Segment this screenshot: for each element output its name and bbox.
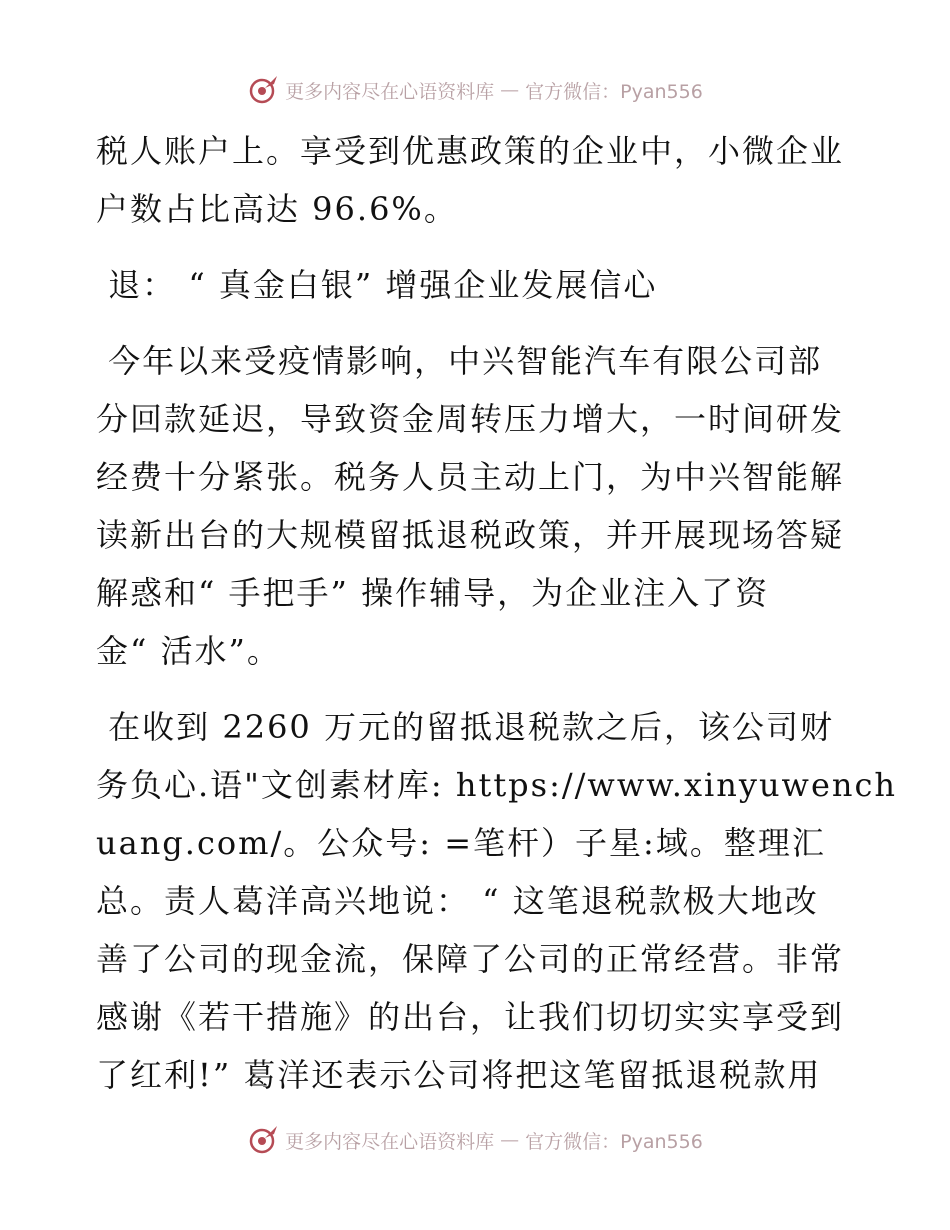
text-line: 分回款延迟，导致资金周转压力增大，一时间研发 — [96, 400, 845, 438]
text-line: 感谢《若干措施》的出台，让我们切切实实享受到 — [96, 998, 845, 1036]
text-line: 总。责人葛洋高兴地说： “ 这笔退税款极大地改 — [96, 882, 819, 920]
text-line: 在收到 2260 万元的留抵退税款之后，该公司财 — [96, 708, 834, 746]
quill-logo-icon — [247, 74, 279, 106]
text-line: uang.com/。公众号: =笔杆）子星:域。整理汇 — [96, 824, 826, 862]
paragraph-3 — [96, 332, 856, 680]
watermark-separator: — — [500, 79, 520, 101]
text-line: 今年以来受疫情影响，中兴智能汽车有限公司部 — [96, 342, 823, 380]
text-line: 解惑和“ 手把手” 操作辅导，为企业注入了资 — [96, 574, 770, 612]
text-line: 税人账户上。享受到优惠政策的企业中，小微企业 — [96, 132, 845, 170]
watermark-text: 更多内容尽在心语资料库 — [285, 1130, 495, 1153]
quill-logo-icon — [247, 1124, 279, 1156]
text-line: 读新出台的大规模留抵退税政策，并开展现场答疑 — [96, 516, 845, 554]
text-line: 经费十分紧张。税务人员主动上门，为中兴智能解 — [96, 458, 845, 496]
watermark-separator: — — [500, 1129, 520, 1151]
text-line: 户数占比高达 96.6%。 — [96, 190, 458, 228]
text-line: 务负心.语"文创素材库: https://www.xinyuwench — [96, 766, 898, 804]
paragraph-4 — [96, 698, 898, 1104]
watermark-wechat: 官方微信：Pyan556 — [525, 1130, 703, 1153]
footer-watermark — [0, 1120, 950, 1160]
heading-line: 退： “ 真金白银” 增强企业发展信心 — [96, 266, 658, 304]
text-line: 金“ 活水”。 — [96, 632, 281, 670]
header-watermark — [0, 70, 950, 110]
watermark-wechat: 官方微信：Pyan556 — [525, 80, 703, 103]
text-line: 了红利!” 葛洋还表示公司将把这笔留抵退税款用 — [96, 1056, 822, 1094]
paragraph-1 — [96, 122, 856, 238]
section-heading — [96, 256, 856, 314]
text-line: 善了公司的现金流，保障了公司的正常经营。非常 — [96, 940, 845, 978]
watermark-text: 更多内容尽在心语资料库 — [285, 80, 495, 103]
document-body — [96, 122, 898, 1104]
